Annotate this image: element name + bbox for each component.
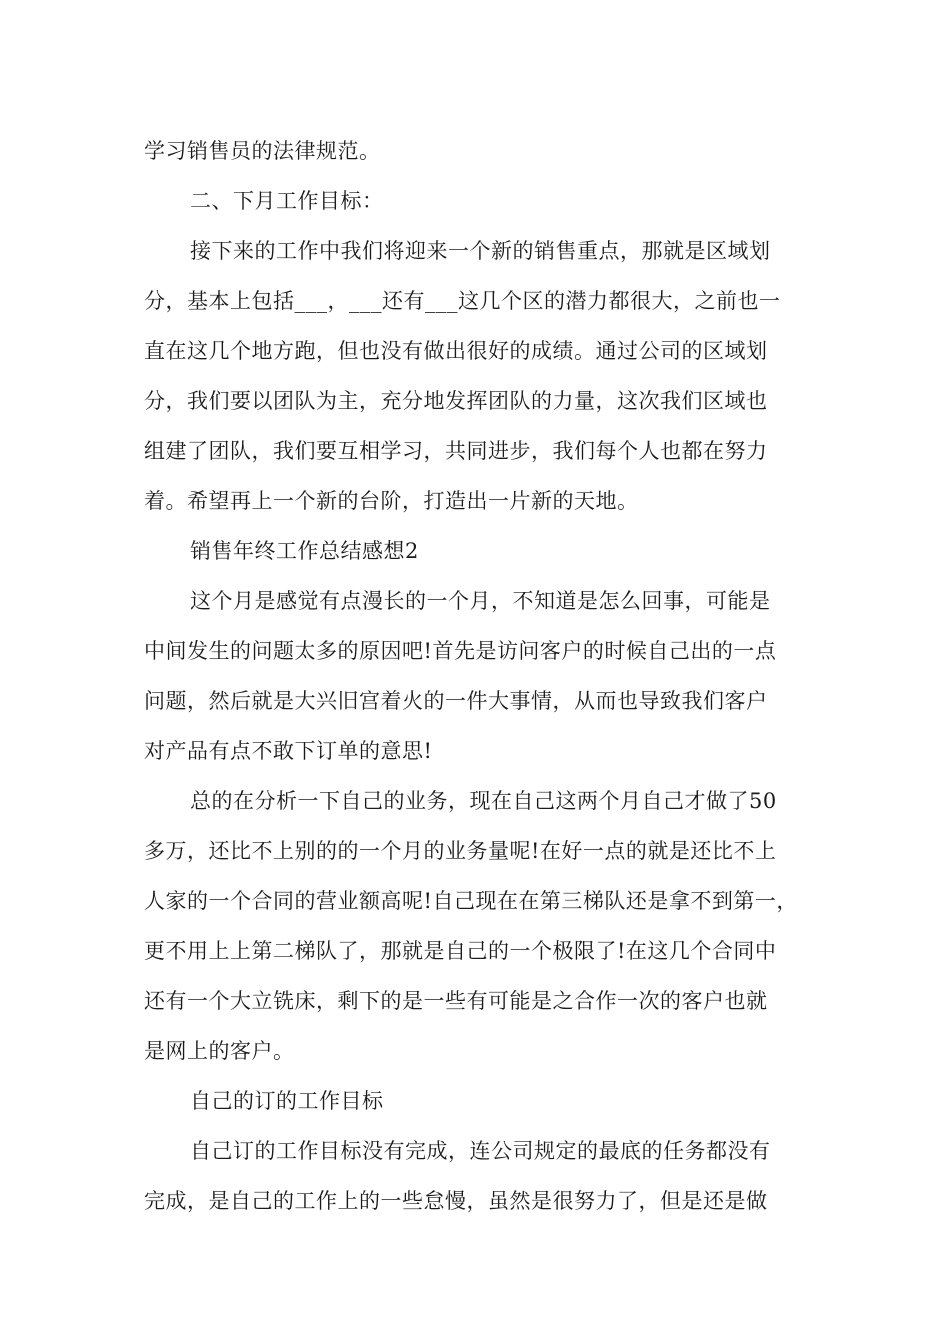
section-heading: 二、下月工作目标： [190,189,384,213]
section-heading: 销售年终工作总结感想2 [190,539,419,563]
text-line: 人家的一个合同的营业额高呢!自己现在在第三梯队还是拿不到第一， [144,889,798,913]
text-line: 直在这几个地方跑，但也没有做出很好的成绩。通过公司的区域划 [144,339,768,363]
text-line: 自己订的工作目标没有完成，连公司规定的最底的任务都没有 [190,1139,771,1163]
text-line: 着。希望再上一个新的台阶，打造出一片新的天地。 [144,489,639,513]
text-line: 学习销售员的法律规范。 [144,139,381,163]
text-line: 是网上的客户。 [144,1039,295,1063]
text-line: 分，基本上包括___，___还有___这几个区的潜力都很大，之前也一 [144,289,781,313]
text-line: 组建了团队，我们要互相学习，共同进步，我们每个人也都在努力 [144,439,768,463]
text-line: 中间发生的问题太多的原因吧!首先是访问客户的时候自己出的一点 [144,639,777,663]
text-line: 还有一个大立铣床，剩下的是一些有可能是之合作一次的客户也就 [144,989,768,1013]
text-line: 完成，是自己的工作上的一些怠慢，虽然是很努力了，但是还是做 [144,1189,768,1213]
text-line: 对产品有点不敢下订单的意思! [144,739,433,763]
text-line: 这个月是感觉有点漫长的一个月，不知道是怎么回事，可能是 [190,589,771,613]
text-line: 总的在分析一下自己的业务，现在自己这两个月自己才做了50 [190,789,777,813]
document-body [144,126,824,1226]
text-line: 更不用上上第二梯队了，那就是自己的一个极限了!在这几个合同中 [144,939,777,963]
text-line: 问题，然后就是大兴旧宫着火的一件大事情，从而也导致我们客户 [144,689,768,713]
text-line: 多万，还比不上别的的一个月的业务量呢!在好一点的就是还比不上 [144,839,777,863]
text-line: 接下来的工作中我们将迎来一个新的销售重点，那就是区域划 [190,239,771,263]
text-line: 分，我们要以团队为主，充分地发挥团队的力量，这次我们区域也 [144,389,768,413]
section-heading: 自己的订的工作目标 [190,1089,384,1113]
